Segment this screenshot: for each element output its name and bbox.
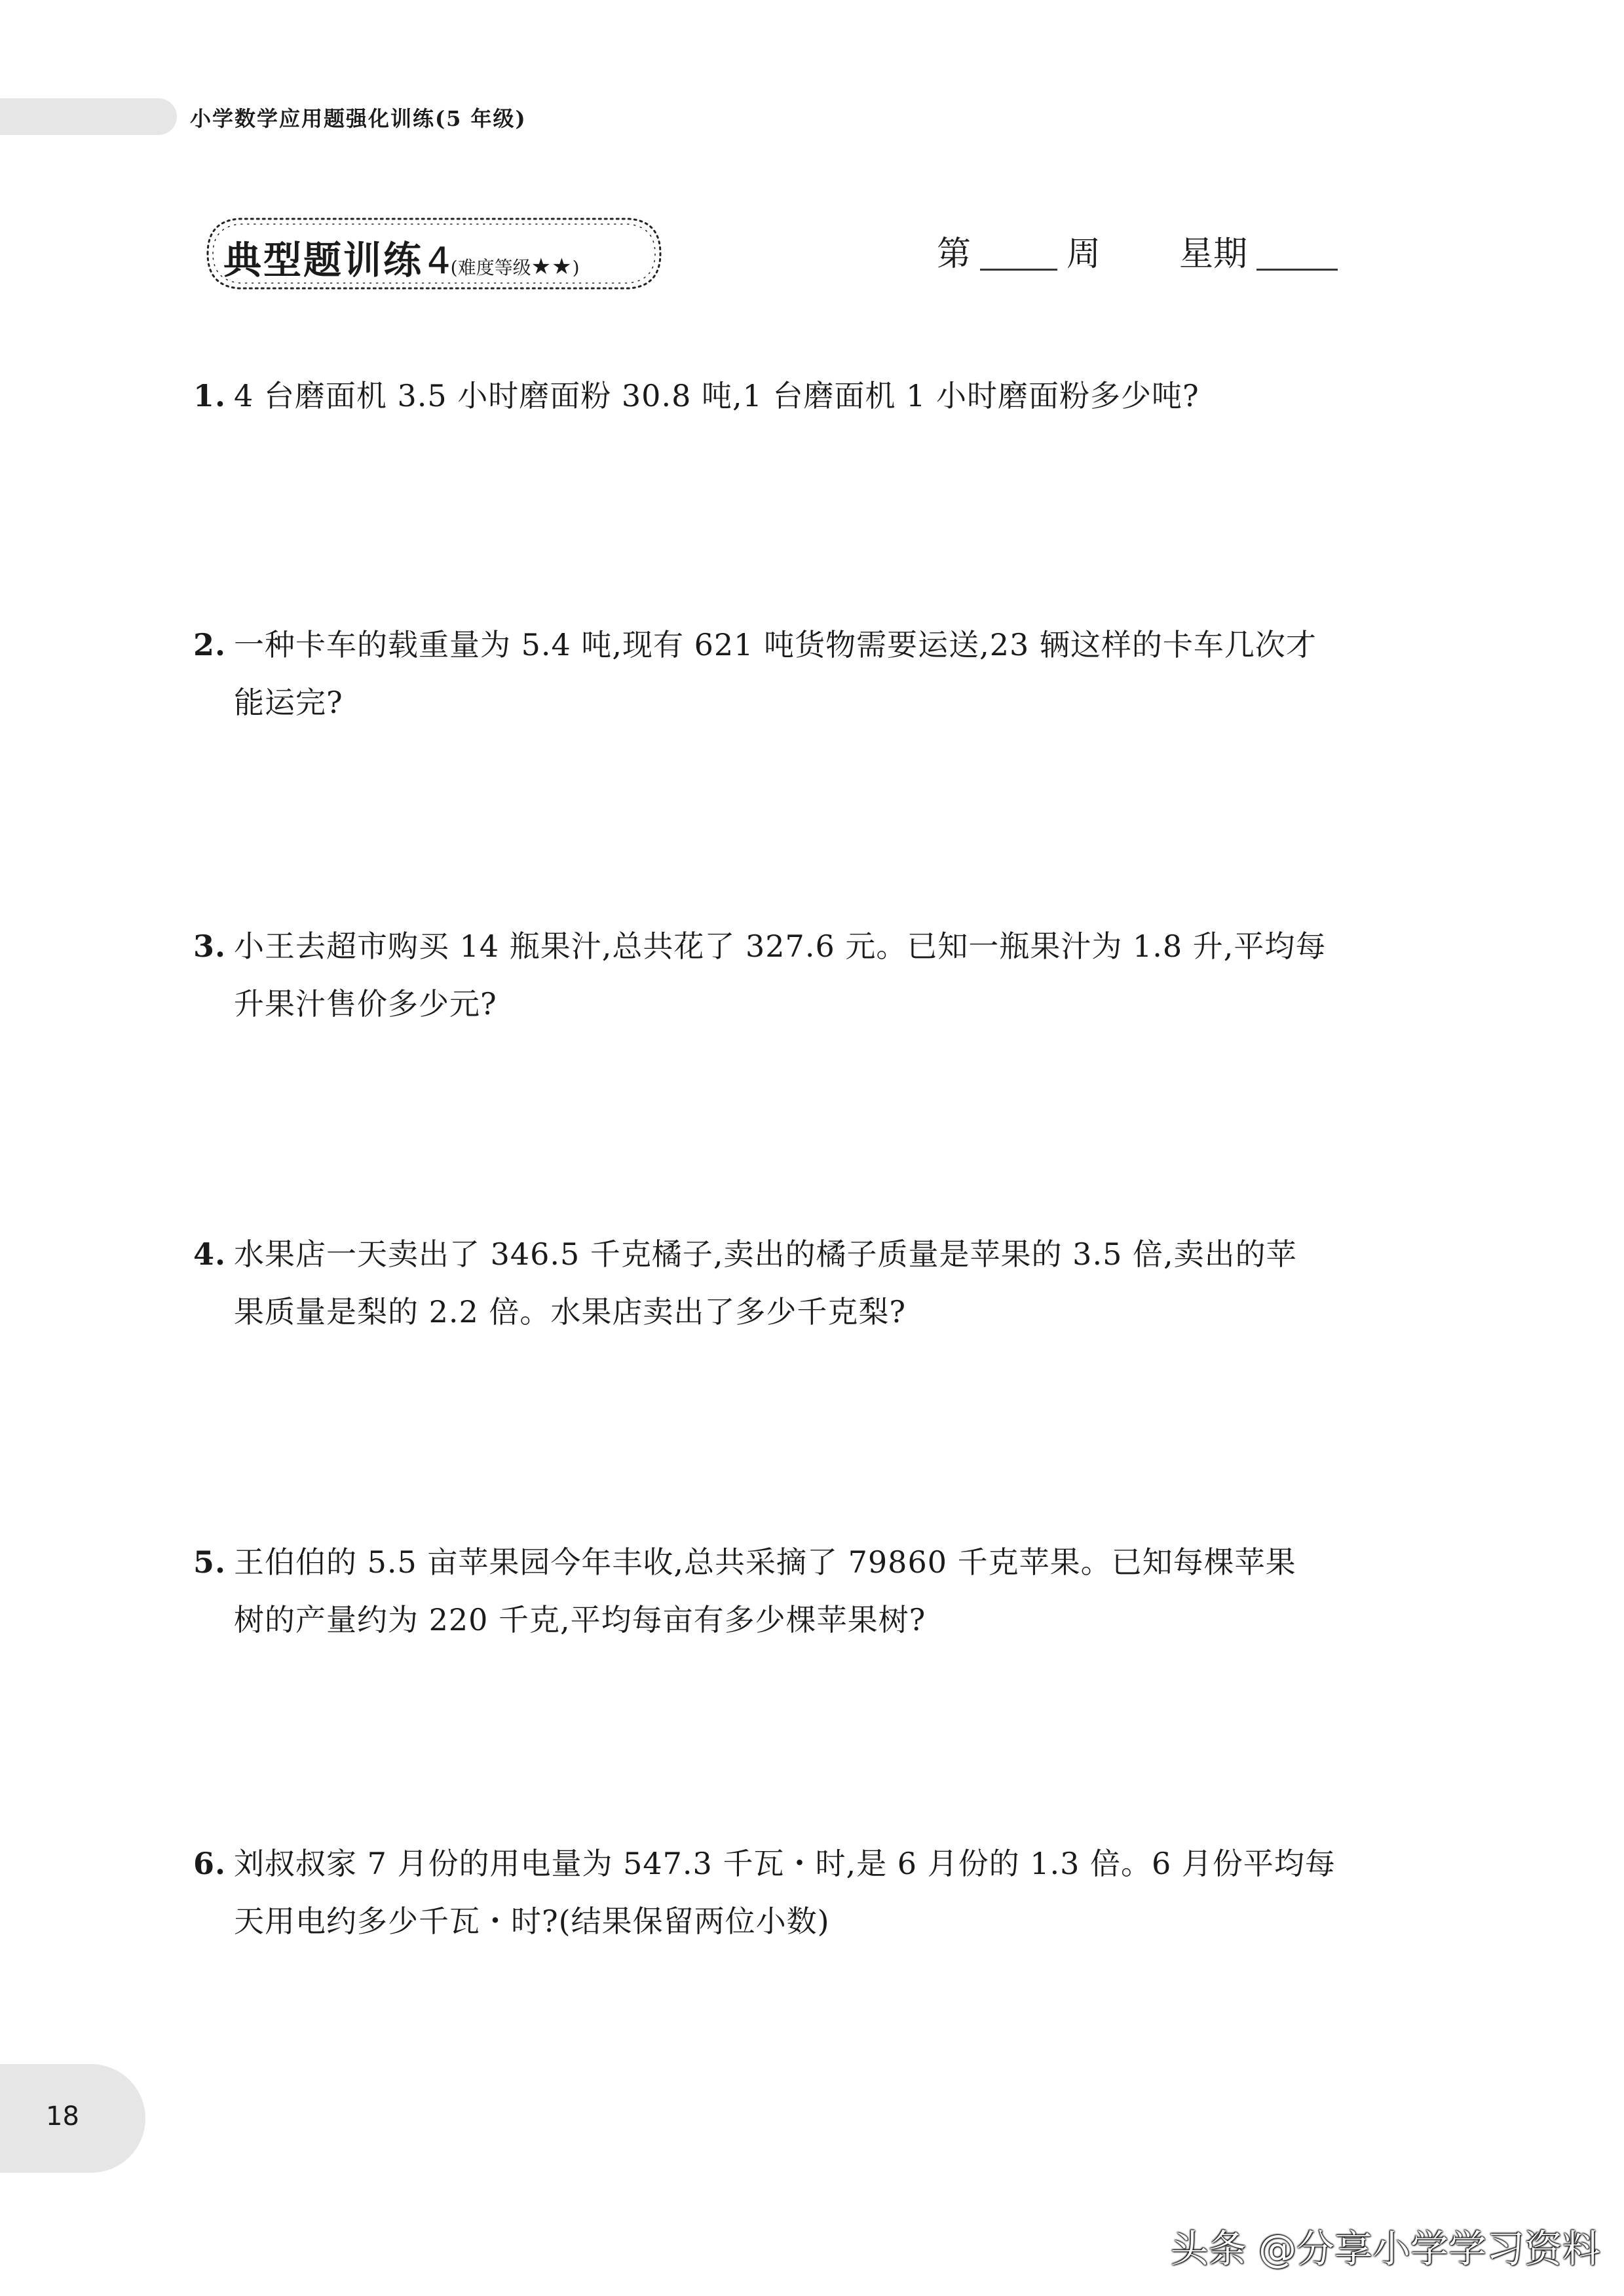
section-badge	[200, 211, 668, 296]
problem-text: 水果店一天卖出了 346.5 千克橘子,卖出的橘子质量是苹果的 3.5 倍,卖出的苹	[234, 1236, 1297, 1272]
problem-text: 王伯伯的 5.5 亩苹果园今年丰收,总共采摘了 79860 千克苹果。已知每棵苹果	[234, 1544, 1296, 1580]
problem-line	[193, 1835, 1454, 1892]
problem-line: 升果汁售价多少元?	[234, 986, 497, 1022]
problem-5	[193, 1533, 1454, 1649]
difficulty-stars: ★★	[531, 253, 573, 280]
problem-number: 1.	[193, 378, 227, 413]
problem-2	[193, 616, 1454, 731]
week-blank[interactable]	[980, 269, 1057, 271]
problem-line	[193, 367, 1454, 425]
watermark: 头条 @分享小学学习资料	[1170, 2227, 1600, 2271]
problem-number: 5.	[193, 1544, 227, 1580]
difficulty-close: )	[572, 256, 580, 278]
problem-text: 刘叔叔家 7 月份的用电量为 547.3 千瓦・时,是 6 月份的 1.3 倍。6 月份平均每	[234, 1846, 1336, 1881]
problem-line	[193, 917, 1454, 975]
problem-line	[193, 1533, 1454, 1591]
problem-number: 6.	[193, 1846, 227, 1881]
problem-1	[193, 367, 1454, 425]
section-title: 典型题训练	[223, 238, 424, 282]
problem-text: 小王去超市购买 14 瓶果汁,总共花了 327.6 元。已知一瓶果汁为 1.8 升,平均每	[234, 928, 1327, 964]
weekday-label: 星期	[1179, 235, 1248, 274]
problem-line	[193, 616, 1454, 674]
section-number: 4	[427, 240, 451, 282]
difficulty-text: (难度等级	[450, 256, 531, 278]
book-title: 小学数学应用题强化训练(5 年级)	[190, 106, 527, 131]
problem-3	[193, 917, 1454, 1033]
problem-number: 4.	[193, 1236, 227, 1272]
week-prefix: 第	[937, 235, 972, 274]
problem-line: 能运完?	[234, 685, 343, 720]
problem-4	[193, 1225, 1454, 1341]
badge-content	[223, 229, 580, 284]
difficulty-label	[450, 253, 580, 280]
problem-6	[193, 1835, 1454, 1950]
problem-line: 果质量是梨的 2.2 倍。水果店卖出了多少千克梨?	[234, 1294, 907, 1330]
problem-number: 3.	[193, 928, 227, 964]
date-fill	[937, 226, 1347, 275]
problem-line: 天用电约多少千瓦・时?(结果保留两位小数)	[234, 1904, 830, 1939]
problem-number: 2.	[193, 627, 227, 662]
week-suffix: 周	[1067, 235, 1101, 274]
problem-text: 一种卡车的载重量为 5.4 吨,现有 621 吨货物需要运送,23 辆这样的卡车几次才	[234, 627, 1317, 662]
page-number: 18	[46, 2101, 79, 2132]
problem-text: 4 台磨面机 3.5 小时磨面粉 30.8 吨,1 台磨面机 1 小时磨面粉多少吨?	[234, 378, 1199, 413]
problem-line: 树的产量约为 220 千克,平均每亩有多少棵苹果树?	[234, 1602, 926, 1637]
weekday-blank[interactable]	[1256, 269, 1338, 271]
problem-line	[193, 1225, 1454, 1283]
header-band	[0, 98, 177, 135]
